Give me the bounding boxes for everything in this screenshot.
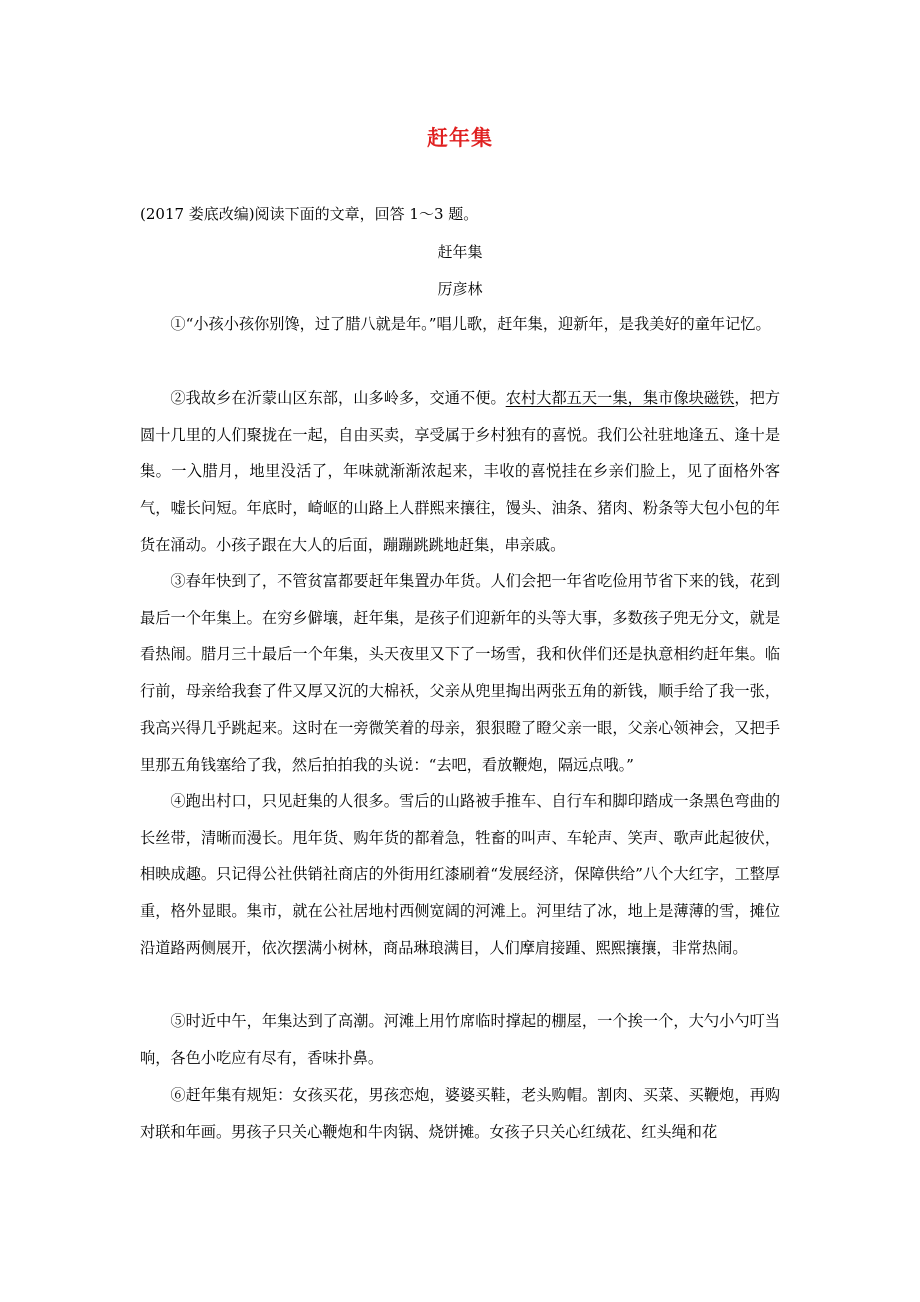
- article-author: 厉彦林: [437, 280, 483, 298]
- paragraph-3: ③春年快到了，不管贫富都要赶年集置办年货。人们会把一年省吃俭用节省下来的钱，花到最后一个年集上。在穷乡僻壤，赶年集，是孩子们迎新年的头等大事，多数孩子兜无分文，就是看热闹。腊月三十最后一个年集，头天夜里又下了一场雪，我和伙伴们还是执意相约赶年集。临行前，母亲给我套了件又厚又沉的大棉袄，父亲从兜里掏出两张五角的新钱，顺手给了我一张，我高兴得几乎跳起来。这时在一旁微笑着的母亲，狠狠瞪了瞪父亲一眼，父亲心领神会，又把手里那五角钱塞给了我，然后拍拍我的头说：“去吧，看放鞭炮，隔远点哦。”: [140, 572, 780, 774]
- paragraph-4: ④跑出村口，只见赶集的人很多。雪后的山路被手推车、自行车和脚印踏成一条黑色弯曲的长丝带，清晰而漫长。甩年货、购年货的都着急，牲畜的叫声、车轮声、笑声、歌声此起彼伏，相映成趣。只记得公社供销社商店的外街用红漆刷着“发展经济，保障供给”八个大红字，工整厚重，格外显眼。集市，就在公社居地村西侧宽阔的河滩上。河里结了冰，地上是薄薄的雪，摊位沿道路两侧展开，依次摆满小树林，商品琳琅满目，人们摩肩接踵、熙熙攘攘，非常热闹。: [140, 792, 780, 957]
- paragraph-2-rest: ，把方圆十几里的人们聚拢在一起，自由买卖，享受属于乡村独有的喜悦。我们公社驻地逢五、逢十是集。一入腊月，地里没活了，年味就渐渐浓起来，丰收的喜悦挂在乡亲们脸上，见了面格外客气，嘘长问短。年底时，崎岖的山路上人群熙来攘往，馒头、油条、猪肉、粉条等大包小包的年货在涌动。小孩子跟在大人的后面，蹦蹦跳跳地赶集，串亲戚。: [140, 389, 781, 554]
- paragraph-2-underlined-sentence: 农村大都五天一集，集市像块磁铁: [505, 389, 735, 407]
- paragraph-6: ⑥赶年集有规矩：女孩买花，男孩恋炮，婆婆买鞋，老头购帽。割肉、买菜、买鞭炮，再购对联和年画。男孩子只关心鞭炮和牛肉锅、烧饼摊。女孩子只关心红绒花、红头绳和花: [140, 1086, 780, 1141]
- document-title: 赶年集: [427, 126, 493, 150]
- paragraph-2-lead: ②我故乡在沂蒙山区东部，山多岭多，交通不便。: [170, 389, 506, 407]
- paragraph-2: [140, 380, 780, 564]
- article-title: 赶年集: [437, 243, 483, 261]
- source-line: (2017 娄底改编)阅读下面的文章，回答 1～3 题。: [140, 205, 479, 223]
- paragraph-5: ⑤时近中午，年集达到了高潮。河滩上用竹席临时撑起的棚屋，一个挨一个，大勺小勺叮当响，各色小吃应有尽有，香味扑鼻。: [140, 1012, 780, 1067]
- paragraph-1: ①“小孩小孩你别馋，过了腊八就是年。”唱儿歌，赶年集，迎新年，是我美好的童年记忆。: [170, 315, 771, 333]
